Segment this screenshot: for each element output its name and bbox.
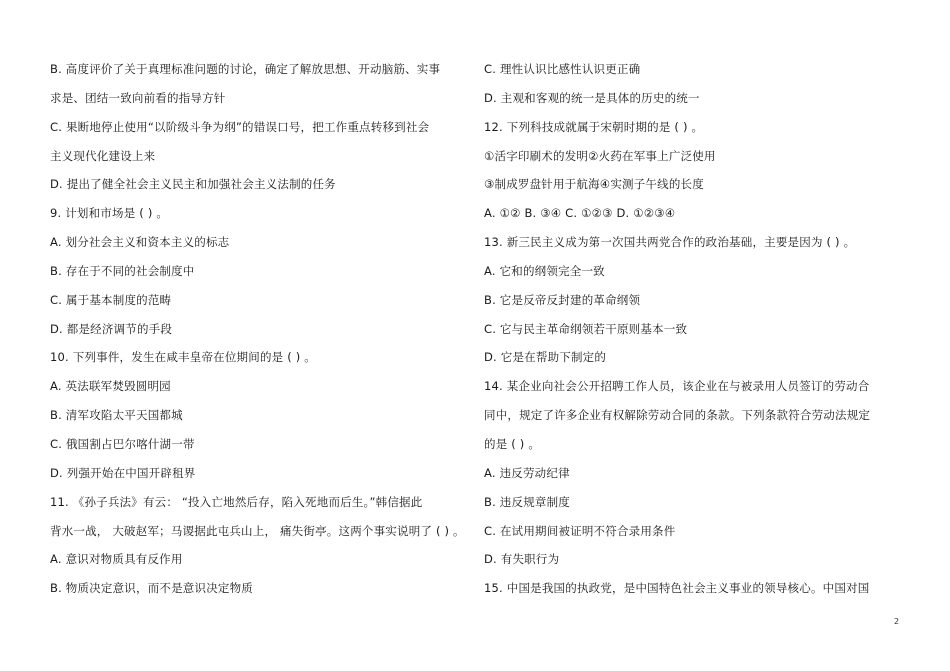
- text-line: 求是、团结一致向前看的指导方针: [50, 90, 226, 105]
- text-line: 主义现代化建设上来: [50, 148, 156, 163]
- text-line: D. 提出了健全社会主义民主和加强社会主义法制的任务: [50, 177, 336, 192]
- option-line: B. 物质决定意识，而不是意识决定物质: [50, 581, 253, 596]
- option-line: A. ①② B. ③④ C. ①②③ D. ①②③④: [484, 206, 676, 221]
- option-line: A. 意识对物质具有反作用: [50, 552, 183, 567]
- right-column: [484, 55, 904, 603]
- option-line: B. 清军攻陷太平天国都城: [50, 408, 183, 423]
- question-14-stem: 14. 某企业向社会公开招聘工作人员，该企业在与被录用人员签订的劳动合: [484, 379, 870, 394]
- text-line: B. 高度评价了关于真理标准问题的讨论，确定了解放思想、开动脑筋、实事: [50, 62, 441, 76]
- option-line: C. 属于基本制度的范畴: [50, 292, 172, 307]
- option-line: C. 在试用期间被证明不符合录用条件: [484, 523, 676, 538]
- text-line: C. 果断地停止使用“以阶级斗争为纲”的错误口号，把工作重点转移到社会: [50, 119, 430, 134]
- question-12-stem: 12. 下列科技成就属于宋朝时期的是 ( ) 。: [484, 119, 704, 134]
- option-line: C. 俄国割占巴尔喀什湖一带: [50, 436, 195, 451]
- option-line: D. 都是经济调节的手段: [50, 321, 173, 336]
- option-line: A. 划分社会主义和资本主义的标志: [50, 235, 230, 250]
- text-line: 同中，规定了许多企业有权解除劳动合同的条款。下列条款符合劳动法规定: [484, 408, 871, 423]
- option-line: B. 存在于不同的社会制度中: [50, 263, 195, 278]
- question-10-stem: 10. 下列事件，发生在咸丰皇帝在位期间的是 ( ) 。: [50, 350, 316, 365]
- option-line: D. 有失职行为: [484, 552, 560, 567]
- text-line: ③制成罗盘针用于航海④实测子午线的长度: [484, 177, 704, 192]
- option-line: B. 违反规章制度: [484, 494, 570, 509]
- option-line: A. 它和的纲领完全一致: [484, 263, 605, 278]
- question-15-stem: 15. 中国是我国的执政党，是中国特色社会主义事业的领导核心。中国对国: [484, 581, 870, 596]
- option-line: D. 它是在帮助下制定的: [484, 350, 607, 365]
- option-line: D. 列强开始在中国开辟租界: [50, 465, 196, 480]
- option-line: C. 它与民主革命纲领若干原则基本一致: [484, 321, 688, 336]
- option-line: D. 主观和客观的统一是具体的历史的统一: [484, 90, 700, 105]
- text-line: 背水一战， 大破赵军；马谡据此屯兵山上， 痛失街亭。这两个事实说明了 ( ) 。: [50, 523, 465, 538]
- option-line: A. 违反劳动纪律: [484, 465, 570, 480]
- option-line: A. 英法联军焚毁圆明园: [50, 379, 171, 394]
- text-line: 的是 ( ) 。: [484, 436, 541, 451]
- question-11-stem: 11. 《孙子兵法》有云： “投入亡地然后存，陷入死地而后生。”韩信据此: [50, 494, 423, 509]
- option-line: C. 理性认识比感性认识更正确: [484, 62, 641, 76]
- left-column: [50, 55, 465, 603]
- question-9-stem: 9. 计划和市场是 ( ) 。: [50, 206, 169, 221]
- text-line: ①活字印刷术的发明②火药在军事上广泛使用: [484, 148, 716, 163]
- question-13-stem: 13. 新三民主义成为第一次国共两党合作的政治基础，主要是因为 ( ) 。: [484, 235, 856, 250]
- page-number: 2: [894, 617, 900, 626]
- option-line: B. 它是反帝反封建的革命纲领: [484, 292, 641, 307]
